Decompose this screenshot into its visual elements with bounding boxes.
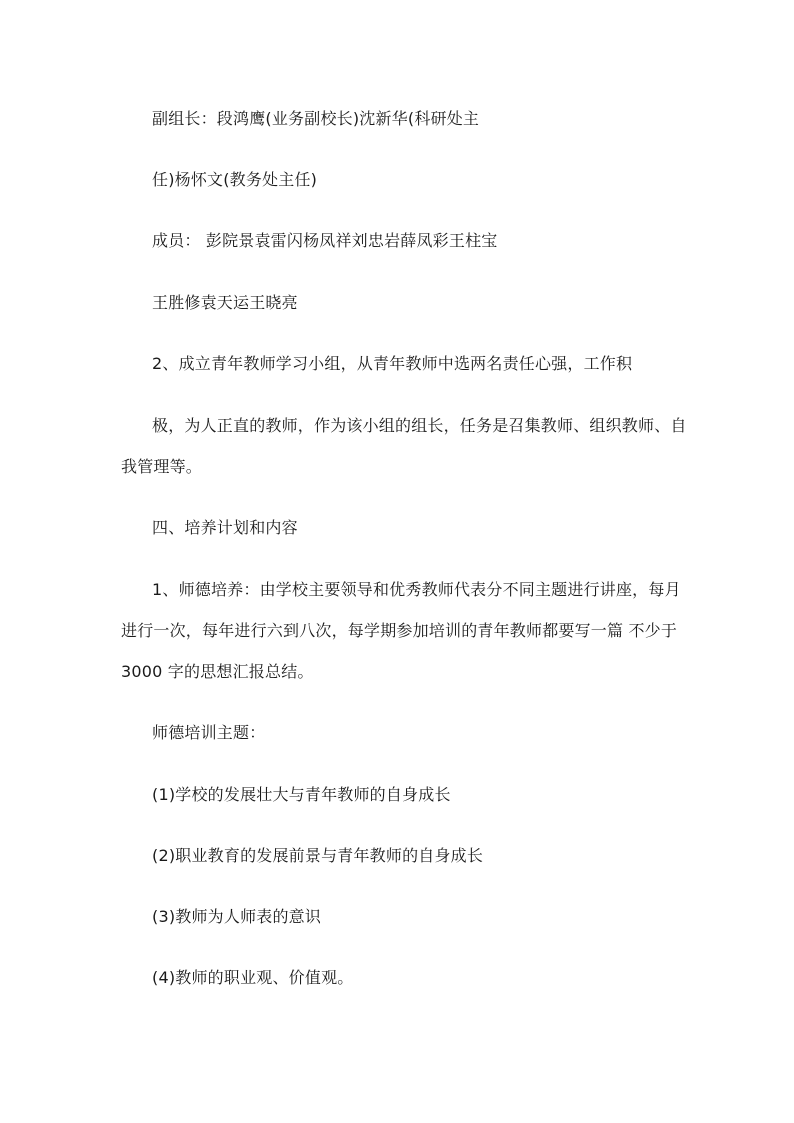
paragraph-2-line-1: 2、成立青年教师学习小组，从青年教师中选两名责任心强，工作积 [152, 354, 633, 373]
members-line-cont: 王胜修袁天运王晓亮 [152, 293, 298, 312]
members-line: 成员： 彭院景袁雷闪杨凤祥刘忠岩薛凤彩王柱宝 [152, 231, 498, 250]
ethics-paragraph-line-3: 3000 字的思想汇报总结。 [121, 662, 314, 681]
topic-item-1: (1)学校的发展壮大与青年教师的自身成长 [152, 785, 451, 804]
paragraph-2-line-3: 我管理等。 [121, 457, 203, 476]
ethics-topics-heading: 师德培训主题： [152, 723, 266, 742]
topic-item-3: (3)教师为人师表的意识 [152, 907, 322, 926]
ethics-paragraph-line-2: 进行一次，每年进行六到八次，每学期参加培训的青年教师都要写一篇 不少于 [121, 621, 678, 640]
topic-item-4: (4)教师的职业观、价值观。 [152, 968, 354, 987]
paragraph-2-line-2: 极，为人正直的教师，作为该小组的组长，任务是召集教师、组织教师、自 [152, 416, 687, 435]
section-4-heading: 四、培养计划和内容 [152, 518, 298, 537]
ethics-paragraph-line-1: 1、师德培养：由学校主要领导和优秀教师代表分不同主题进行讲座，每月 [152, 580, 681, 599]
vice-leader-line-cont: 任)杨怀文(教务处主任) [152, 170, 318, 189]
vice-leader-line: 副组长：段鸿鹰(业务副校长)沈新华(科研处主 [152, 109, 480, 128]
topic-item-2: (2)职业教育的发展前景与青年教师的自身成长 [152, 846, 484, 865]
